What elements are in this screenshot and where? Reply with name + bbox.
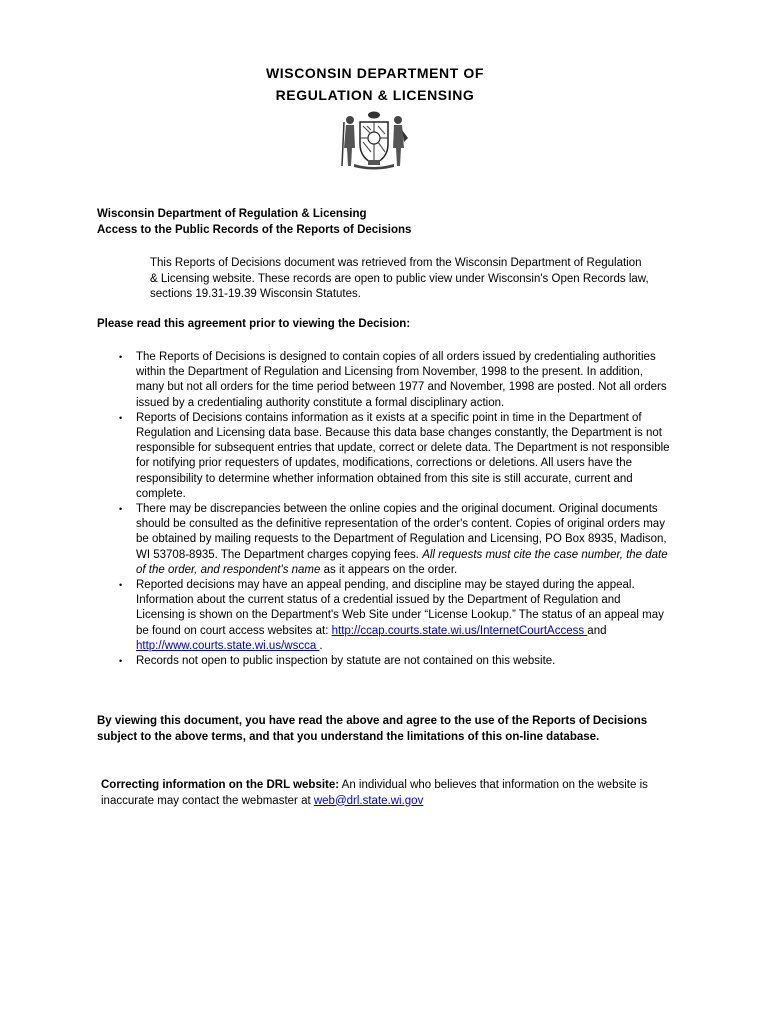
list-item: [116, 502, 672, 578]
and-text: and: [587, 624, 607, 637]
bullet-icon: •: [119, 412, 123, 423]
document-heading: [97, 206, 411, 238]
list-item: [116, 578, 672, 654]
term-text-wrapper: [136, 578, 672, 654]
period-text: .: [319, 639, 323, 652]
terms-list: [116, 350, 672, 669]
correcting-label: Correcting information on the DRL website:: [101, 779, 340, 791]
term-italic-text: All requests must cite the case number, the date of the order, and respondent's name: [136, 548, 668, 576]
document-heading-line2: Access to the Public Records of the Reports of Decisions: [97, 224, 412, 236]
term-text: Reported decisions may have an appeal pending, and discipline may be stayed during the appeal. Information about the current status of a credential issued by the Department of Regulation and Licensing is shown on the Department's Web Site under “License Lookup.” The status of an appeal may be found on court access websites at:: [136, 579, 664, 637]
bullet-icon: •: [119, 504, 123, 515]
state-seal-icon: [338, 108, 410, 170]
ccap-link[interactable]: http://ccap.courts.state.wi.us/InternetCourtAccess: [331, 624, 588, 637]
wscca-link[interactable]: http://www.courts.state.wi.us/wscca: [136, 639, 320, 652]
list-item: [116, 654, 672, 669]
term-text: Reports of Decisions contains information as it exists at a specific point in time in the Department of Regulation and Licensing data base. Because this data base changes constantly, the Department is not responsible for subsequent entries that update, correct or delete data. The Department is not responsible for notifying prior requesters of updates, modifications, corrections or deletions. All users have the responsibility to determine whether information obtained from this site is still accurate, current and complete.: [136, 411, 670, 500]
correcting-info: [101, 778, 661, 809]
bullet-icon: •: [119, 580, 123, 591]
intro-paragraph: This Reports of Decisions document was retrieved from the Wisconsin Department of Regulation & Licensing website. These records are open to public view under Wisconsin's Open Records law, sections 19.31-19.39 Wisconsin Statutes.: [150, 257, 649, 300]
page-title-line1: WISCONSIN DEPARTMENT OF: [265, 65, 485, 81]
list-item: [116, 411, 672, 502]
term-tail-text: as it appears on the order.: [320, 563, 458, 576]
list-item: [116, 350, 672, 411]
term-text: There may be discrepancies between the online copies and the original document. Original documents should be consulted as the definitive representation of the order's content. Copies of original orders may be obtained by mailing requests to the Department of Regulation and Licensing, PO Box 8935, Madison, WI 53708-8935. The Department charges copying fees.: [136, 503, 667, 561]
term-text: Records not open to public inspection by statute are not contained on this website.: [136, 655, 556, 668]
document-heading-line1: Wisconsin Department of Regulation & Licensing: [97, 208, 367, 220]
agreement-statement: By viewing this document, you have read the above and agree to the use of the Reports of Decisions subject to the above terms, and that you understand the limitations of this on-line database.: [97, 715, 648, 743]
page-title: [0, 62, 750, 106]
agreement-heading: Please read this agreement prior to viewing the Decision:: [97, 318, 411, 330]
page-title-line2: REGULATION & LICENSING: [275, 87, 475, 103]
correcting-text: An individual who believes that information on the website is inaccurate may contact the webmaster at: [101, 779, 648, 807]
bullet-icon: •: [119, 352, 123, 362]
webmaster-email-link[interactable]: web@drl.state.wi.gov: [313, 794, 424, 807]
term-text-wrapper: [136, 502, 672, 578]
term-text: The Reports of Decisions is designed to contain copies of all orders issued by credentialing authorities within the Department of Regulation and Licensing from November, 1998 to the present. In addition, many but not all orders for the time period between 1977 and November, 1998 are posted. Not all orders issued by a credentialing authority constitute a formal disciplinary action.: [136, 351, 667, 409]
bullet-icon: •: [119, 656, 123, 667]
